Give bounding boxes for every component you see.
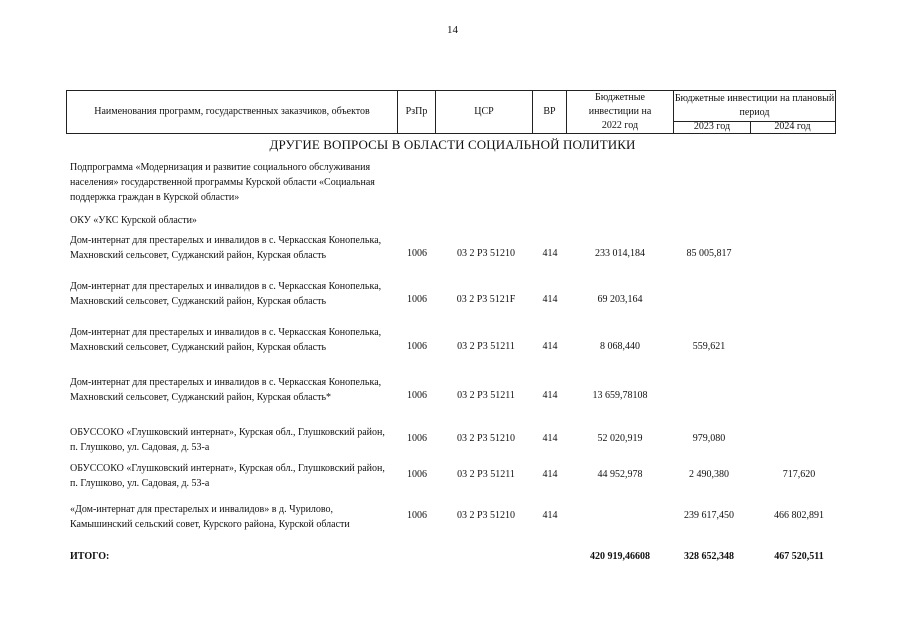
- row-budget-2022: 52 020,919: [597, 433, 643, 444]
- row-budget-2023: 239 617,450: [684, 510, 734, 521]
- table-header: [66, 90, 836, 134]
- header-name: Наименования программ, государственных заказчиков, объектов: [67, 91, 398, 133]
- row-csr: 03 2 Р3 51210: [456, 510, 516, 521]
- header-budget-2022-line2: инвестиции на: [588, 106, 652, 117]
- row-csr: 03 2 Р3 51210: [456, 248, 516, 259]
- row-budget-2023: 85 005,817: [686, 248, 732, 259]
- row-name: Дом-интернат для престарелых и инвалидов в с. Черкасская Конопелька, Махновский сельсовет, Суджанский район, Курская область: [70, 327, 382, 353]
- row-name: «Дом-интернат для престарелых и инвалидов» в д. Чурилово, Камышинский сельский совет, Курского района, Курской области: [70, 504, 350, 530]
- row-budget-2022: 44 952,978: [597, 469, 643, 480]
- row-name: Дом-интернат для престарелых и инвалидов в с. Черкасская Конопелька, Махновский сельсовет, Суджанский район, Курская область: [70, 281, 382, 307]
- header-year-2023: 2023 год: [674, 121, 751, 133]
- total-budget-2024: 467 520,511: [774, 551, 824, 562]
- header-vr: ВР: [533, 91, 567, 133]
- row-budget-2022: 8 068,440: [600, 341, 640, 352]
- row-rzpr: 1006: [407, 294, 427, 305]
- header-budget-2022: [567, 91, 674, 133]
- row-csr: 03 2 Р3 5121F: [456, 294, 516, 305]
- subprogram-text: Подпрограмма «Модернизация и развитие социального обслуживания населения» государственной программы Курской области «Социальная поддержка граждан в Курской области»: [70, 162, 375, 203]
- row-vr: 414: [542, 248, 558, 259]
- row-rzpr: 1006: [407, 433, 427, 444]
- header-csr: ЦСР: [436, 91, 533, 133]
- row-budget-2024: 717,620: [782, 469, 816, 480]
- row-csr: 03 2 Р3 51211: [457, 469, 515, 480]
- row-budget-2022: 69 203,164: [597, 294, 643, 305]
- row-csr: 03 2 Р3 51211: [457, 341, 515, 352]
- header-rzpr: РзПр: [398, 91, 436, 133]
- row-rzpr: 1006: [407, 248, 427, 259]
- row-name: ОБУССОКО «Глушковский интернат», Курская обл., Глушковский район, п. Глушково, ул. Садовая, д. 53-а: [70, 463, 385, 489]
- row-budget-2023: 2 490,380: [689, 469, 729, 480]
- row-budget-2022: 13 659,78108: [592, 390, 648, 401]
- row-csr: 03 2 Р3 51210: [456, 433, 516, 444]
- row-budget-2022: 233 014,184: [595, 248, 645, 259]
- header-plan-period: Бюджетные инвестиции на плановый период: [674, 91, 835, 122]
- organization-name: ОКУ «УКС Курской области»: [70, 215, 197, 226]
- row-vr: 414: [542, 294, 558, 305]
- header-plan-period-group: [674, 91, 835, 133]
- row-budget-2023: 979,080: [692, 433, 726, 444]
- row-vr: 414: [542, 510, 558, 521]
- header-year-2024: 2024 год: [774, 121, 811, 132]
- section-title: ДРУГИЕ ВОПРОСЫ В ОБЛАСТИ СОЦИАЛЬНОЙ ПОЛИТИКИ: [269, 137, 636, 152]
- row-rzpr: 1006: [407, 510, 427, 521]
- row-name: Дом-интернат для престарелых и инвалидов в с. Черкасская Конопелька, Махновский сельсовет, Суджанский район, Курская область*: [70, 377, 382, 403]
- page-number: 14: [447, 24, 458, 36]
- row-rzpr: 1006: [407, 341, 427, 352]
- total-budget-2023: 328 652,348: [684, 551, 734, 562]
- row-vr: 414: [542, 390, 558, 401]
- row-vr: 414: [542, 341, 558, 352]
- total-budget-2022: 420 919,46608: [590, 551, 650, 562]
- row-name: ОБУССОКО «Глушковский интернат», Курская обл., Глушковский район, п. Глушково, ул. Садовая, д. 53-а: [70, 427, 385, 453]
- header-budget-2022-line3: 2022 год: [601, 120, 639, 131]
- header-budget-2022-line1: Бюджетные: [595, 92, 645, 103]
- row-budget-2023: 559,621: [692, 341, 726, 352]
- row-rzpr: 1006: [407, 469, 427, 480]
- total-label: ИТОГО:: [70, 551, 110, 562]
- row-budget-2024: 466 802,891: [774, 510, 824, 521]
- row-rzpr: 1006: [407, 390, 427, 401]
- row-name: Дом-интернат для престарелых и инвалидов в с. Черкасская Конопелька, Махновский сельсовет, Суджанский район, Курская область: [70, 235, 382, 261]
- row-vr: 414: [542, 433, 558, 444]
- row-vr: 414: [542, 469, 558, 480]
- row-csr: 03 2 Р3 51211: [457, 390, 515, 401]
